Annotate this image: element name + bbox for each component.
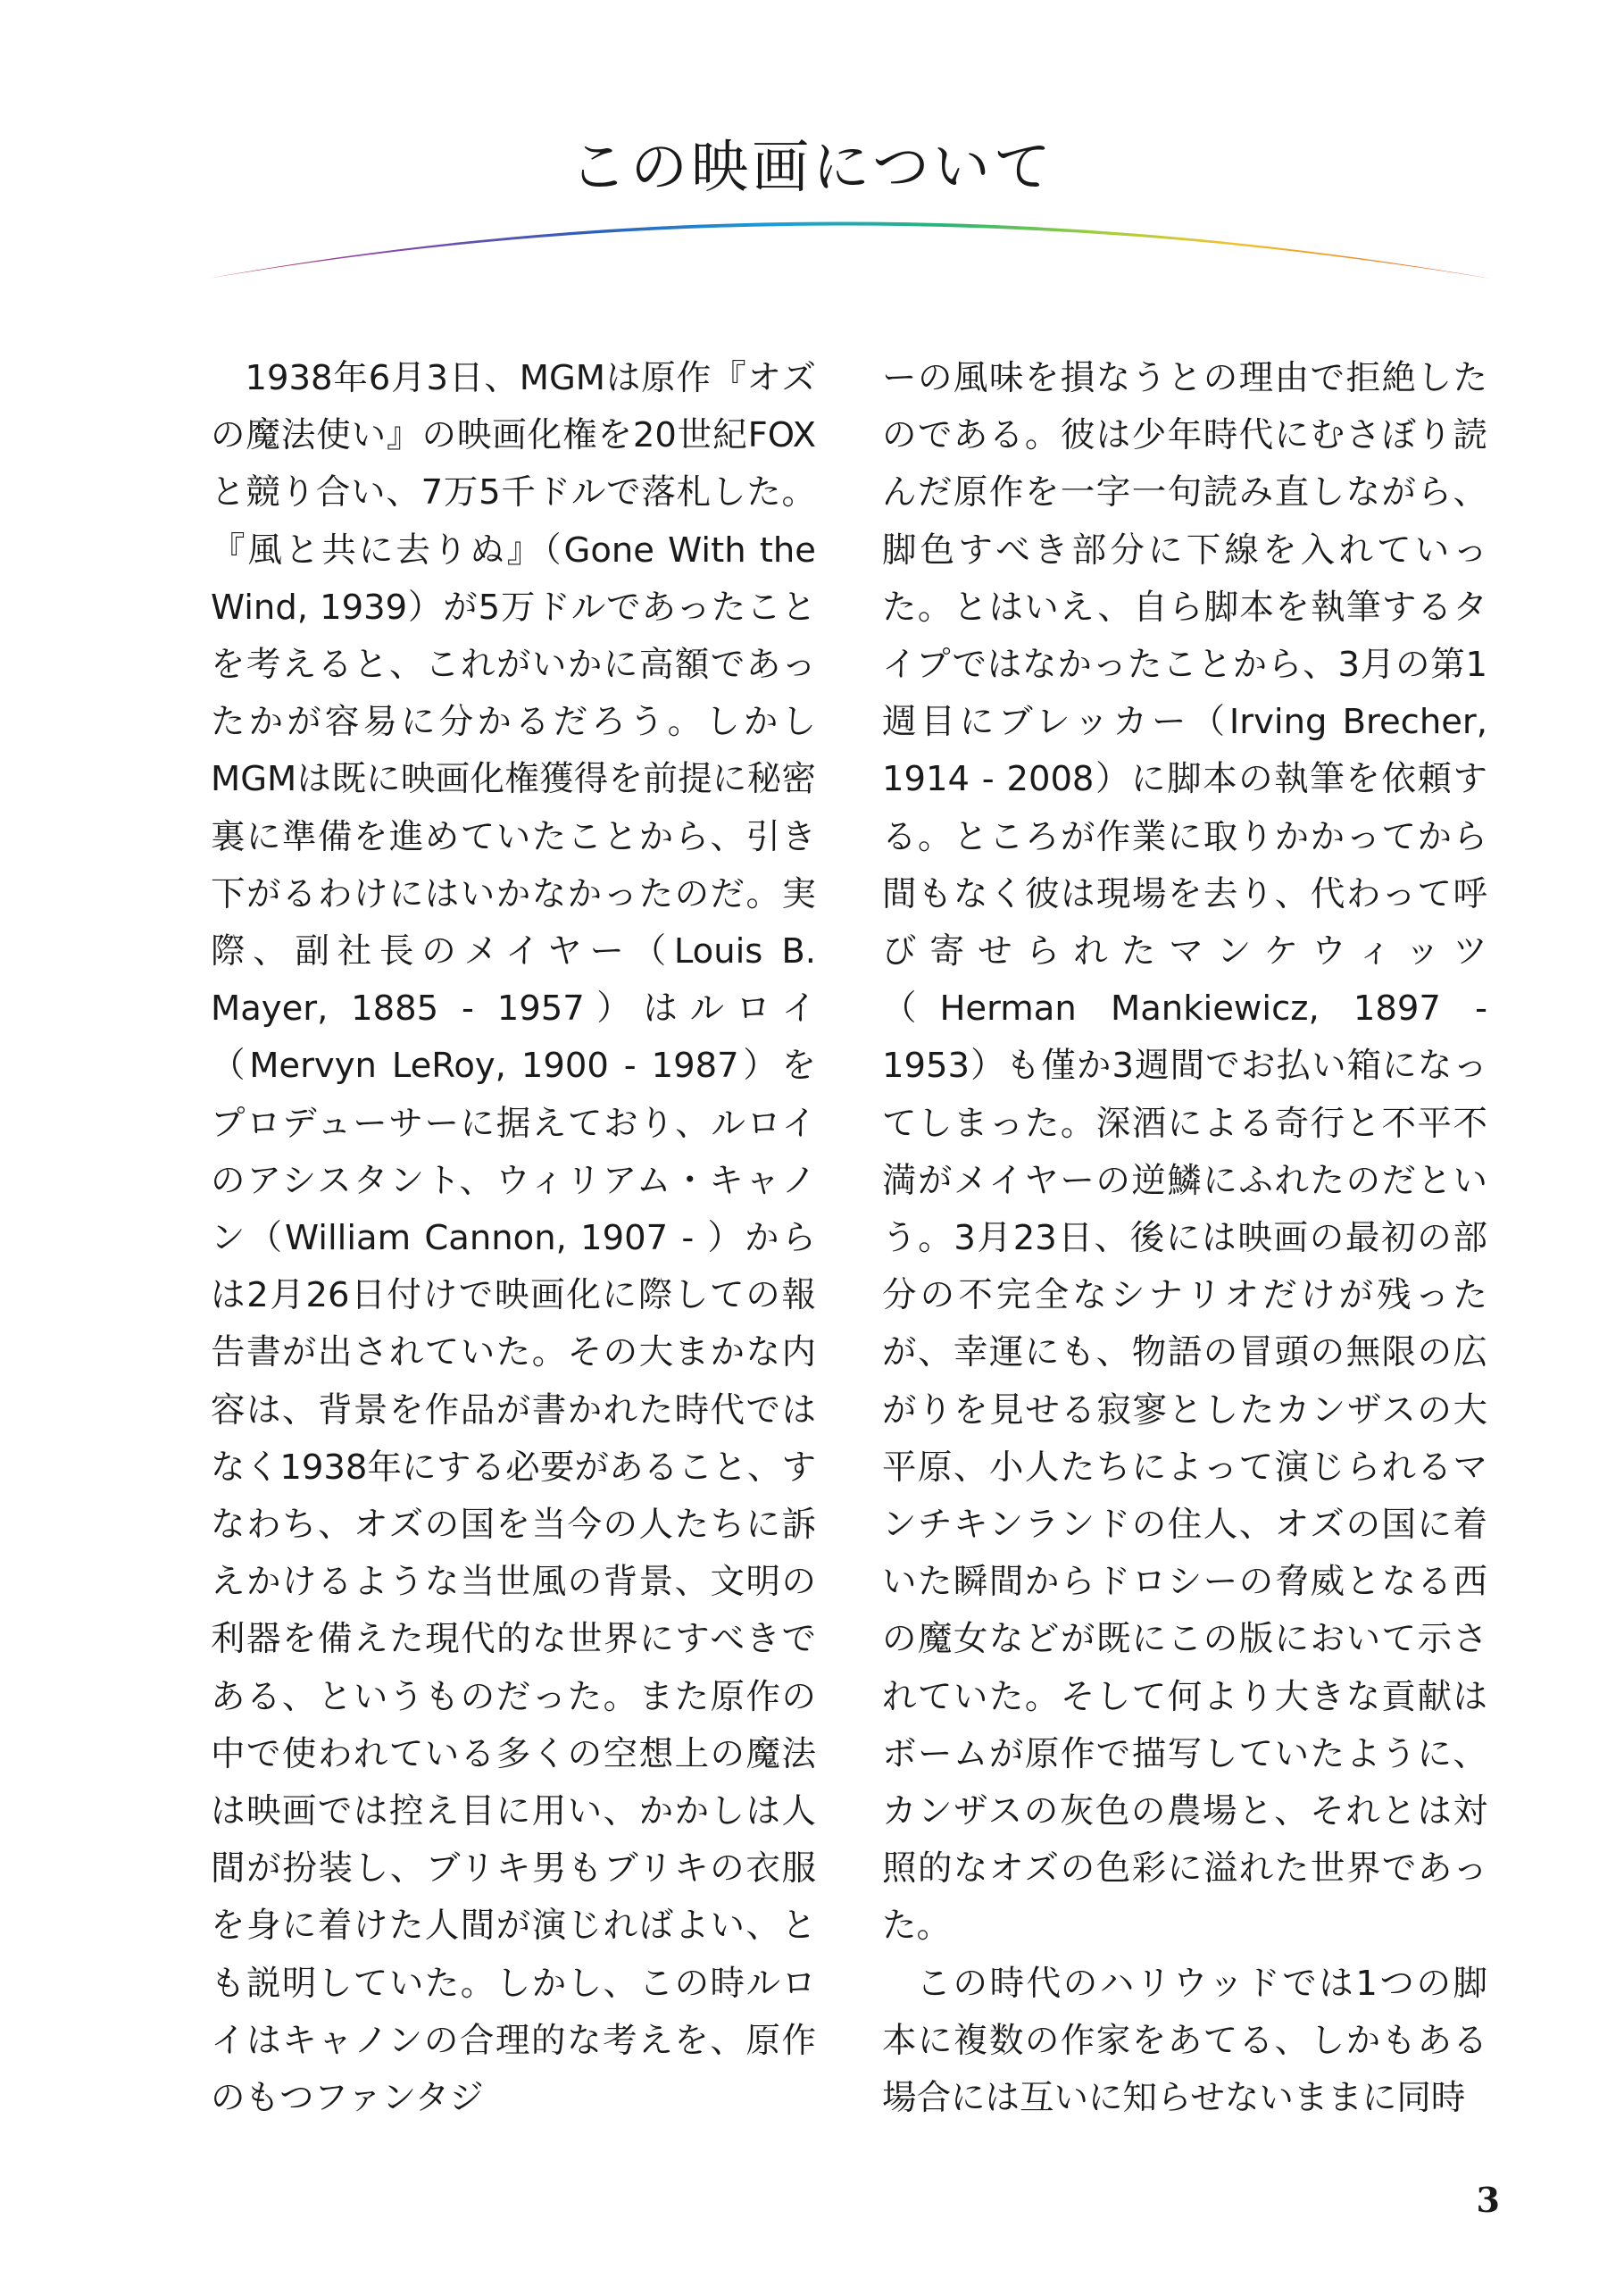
page-title: この映画について — [570, 135, 1054, 201]
paragraph-2: この時代のハリウッドでは1つの脚本に複数の作家をあてる、しかもある場合には互いに知らせないままに同時 — [882, 1963, 1487, 2119]
paragraph-1-continued: ーの風味を損なうとの理由で拒絶したのである。彼は少年時代にむさぼり読んだ原作を一字一句読み直しながら、脚色すべき部分に下線を入れていった。とはいえ、自ら脚本を執筆するタイプではなかったことから、3月の第1週目にブレッカー（Irving Brecher, 1914 - 2008）に脚本の執筆を依頼する。ところが作業に取りかかってから間もなく彼は現場を去り、代わって呼び寄せられたマンケウィッツ（Herman Mankiewicz, 1897 - 1953）も僅か3週間でお払い箱になってしまった。深酒による奇行と不平不満がメイヤーの逆鱗にふれたのだという。3月23日、後には映画の最初の部分の不完全なシナリオだけが残ったが、幸運にも、物語の冒頭の無限の広がりを見せる寂寥としたカンザスの大平原、小人たちによって演じられるマンチキンランドの住人、オズの国に着いた瞬間からドロシーの脅威となる西の魔女などが既にこの版において示されていた。そして何より大きな貢献はボームが原作で描写していたように、カンザスの灰色の農場と、それとは対照的なオズの色彩に溢れた世界であった。 — [882, 358, 1487, 1947]
left-column — [211, 350, 816, 2127]
paragraph-1: 1938年6月3日、MGMは原作『オズの魔法使い』の映画化権を20世紀FOXと競り合い、7万5千ドルで落札した。『風と共に去りぬ』（Gone With the Wind, 1939）が5万ドルであったことを考えると、これがいかに高額であったかが容易に分かるだろう。しかしMGMは既に映画化権獲得を前提に秘密裏に準備を進めていたことから、引き下がるわけにはいかなかったのだ。実際、副社長のメイヤー（Louis B. Mayer, 1885 - 1957）はルロイ（Mervyn LeRoy, 1900 - 1987）をプロデューサーに据えており、ルロイのアシスタント、ウィリアム・キャノン（William Cannon, 1907 - ）からは2月26日付けで映画化に際しての報告書が出されていた。その大まかな内容は、背景を作品が書かれた時代ではなく1938年にする必要があること、すなわち、オズの国を当今の人たちに訴えかけるような当世風の背景、文明の利器を備えた現代的な世界にすべきである、というものだった。また原作の中で使われている多くの空想上の魔法は映画では控え目に用い、かかしは人間が扮装し、ブリキ男もブリキの衣服を身に着けた人間が演じればよい、とも説明していた。しかし、この時ルロイはキャノンの合理的な考えを、原作のもつファンタジ — [211, 358, 816, 2119]
page-number: 3 — [1476, 2180, 1500, 2220]
right-column — [882, 350, 1487, 2127]
